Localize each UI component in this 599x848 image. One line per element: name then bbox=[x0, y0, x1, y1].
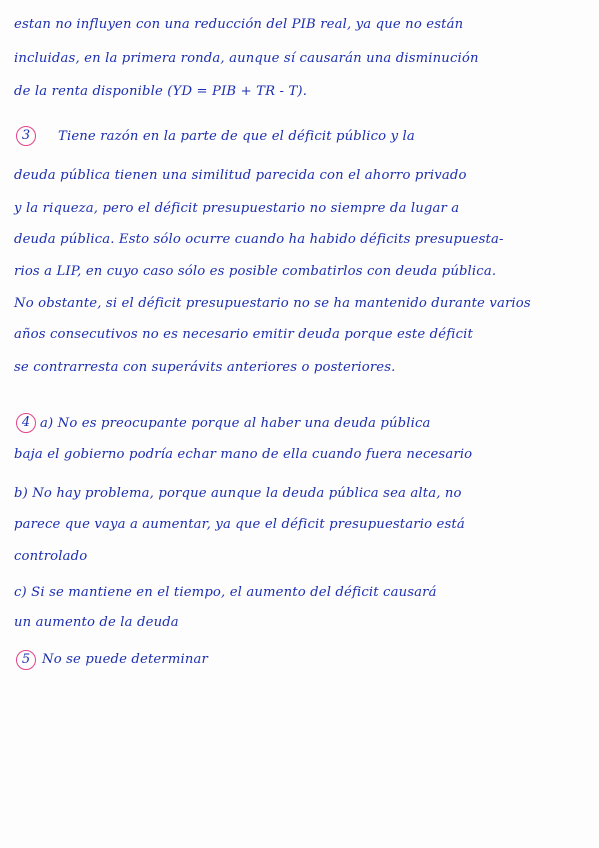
text-line: a) No es preocupante porque al haber una deuda pública bbox=[40, 416, 431, 431]
answer-number-badge: 3 bbox=[16, 126, 36, 146]
text-line: años consecutivos no es necesario emitir deuda porque este déficit bbox=[14, 327, 473, 342]
answer-number-badge: 5 bbox=[16, 650, 36, 670]
text-line: No se puede determinar bbox=[42, 652, 208, 667]
text-line: se contrarresta con superávits anteriores o posteriores. bbox=[14, 360, 396, 375]
text-line: estan no influyen con una reducción del PIB real, ya que no están bbox=[14, 17, 464, 32]
text-line: baja el gobierno podría echar mano de ella cuando fuera necesario bbox=[14, 447, 473, 462]
answer-number-badge: 4 bbox=[16, 413, 36, 433]
text-line: rios a LIP, en cuyo caso sólo es posible combatirlos con deuda pública. bbox=[14, 264, 497, 279]
text-line: y la riqueza, pero el déficit presupuestario no siempre da lugar a bbox=[14, 201, 460, 216]
text-line: deuda pública tienen una similitud parecida con el ahorro privado bbox=[14, 168, 467, 183]
text-line: de la renta disponible (YD = PIB + TR - T). bbox=[14, 84, 308, 99]
text-line: un aumento de la deuda bbox=[14, 615, 179, 630]
text-line: c) Si se mantiene en el tiempo, el aumento del déficit causará bbox=[14, 585, 437, 600]
text-line: controlado bbox=[14, 549, 88, 564]
text-line: deuda pública. Esto sólo ocurre cuando ha habido déficits presupuesta- bbox=[14, 232, 504, 247]
text-line: parece que vaya a aumentar, ya que el déficit presupuestario está bbox=[14, 517, 465, 532]
text-line: b) No hay problema, porque aunque la deuda pública sea alta, no bbox=[14, 486, 462, 501]
text-line: Tiene razón en la parte de que el déficit público y la bbox=[58, 129, 415, 144]
text-line: No obstante, si el déficit presupuestario no se ha mantenido durante varios bbox=[14, 296, 531, 311]
text-line: incluidas, en la primera ronda, aunque sí causarán una disminución bbox=[14, 51, 479, 66]
